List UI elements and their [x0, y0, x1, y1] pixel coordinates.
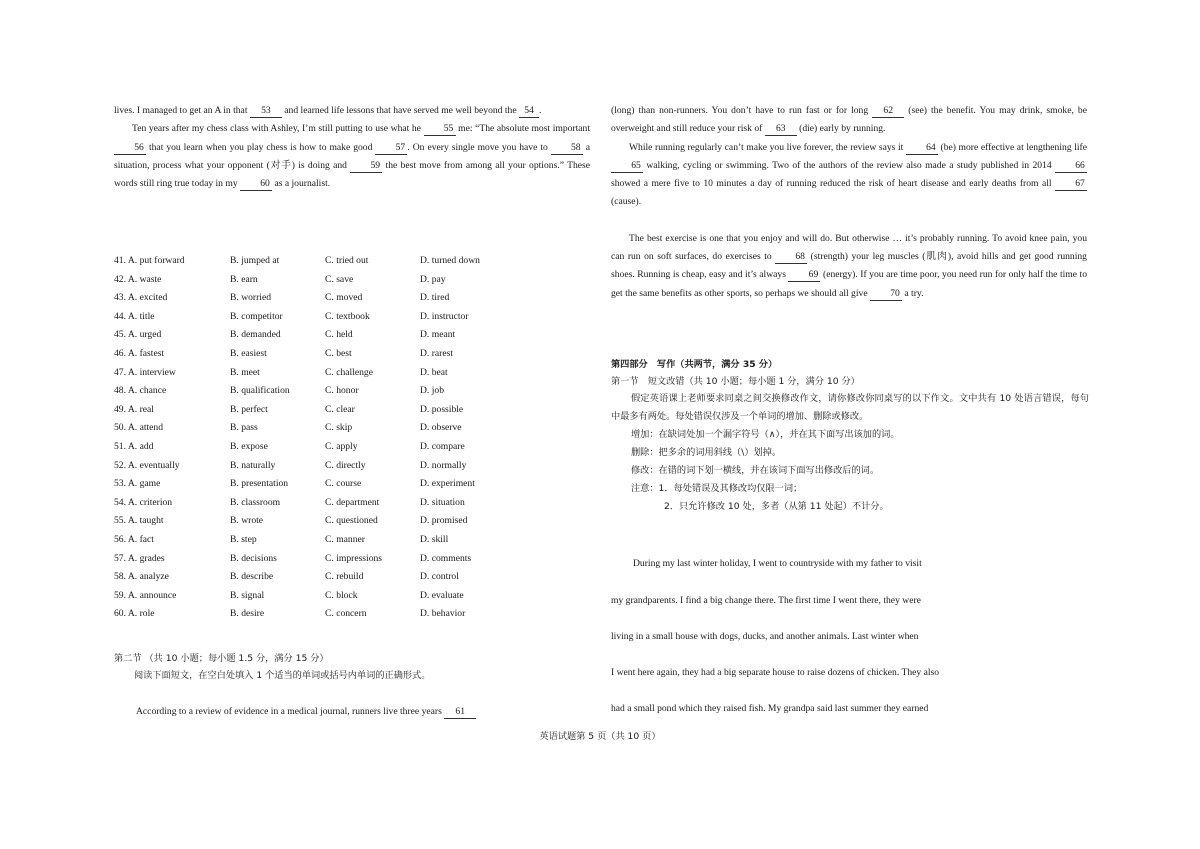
option-choice[interactable]: D. turned down	[420, 255, 480, 266]
option-choice[interactable]: B. wrote	[230, 515, 264, 527]
option-choice[interactable]: B. presentation	[230, 478, 289, 490]
option-choice[interactable]: 60. A. role	[114, 608, 155, 620]
essay-line: I went here again, they had a big separate house to raise dozens of chicken. They also	[611, 667, 940, 678]
blank-67[interactable]: 67	[1055, 178, 1087, 191]
option-choice[interactable]: B. signal	[230, 589, 265, 601]
section-heading: 第二节 （共 10 小题；每小题 1.5 分，满分 15 分）	[114, 653, 329, 664]
essay-line: my grandparents. I find a big change there. The first time I went there, they were	[611, 595, 921, 606]
blank-66[interactable]: 66	[1055, 160, 1087, 173]
option-choice[interactable]: C. manner	[325, 533, 365, 545]
option-choice[interactable]: 52. A. eventually	[114, 459, 180, 471]
option-choice[interactable]: 41. A. put forward	[114, 255, 185, 266]
option-choice[interactable]: C. textbook	[325, 310, 370, 322]
option-choice[interactable]: D. behavior	[420, 608, 466, 620]
option-choice[interactable]: C. rebuild	[325, 571, 364, 583]
option-choice[interactable]: D. evaluate	[420, 589, 464, 601]
blank-60[interactable]: 60	[240, 178, 272, 191]
option-choice[interactable]: 50. A. attend	[114, 422, 164, 434]
option-choice[interactable]: D. job	[420, 385, 444, 397]
option-choice[interactable]: D. beat	[420, 366, 448, 378]
option-choice[interactable]: 43. A. excited	[114, 292, 168, 304]
option-choice[interactable]: 58. A. analyze	[114, 571, 169, 583]
blank-59[interactable]: 59	[350, 160, 382, 173]
rule-add: 增加：在缺词处加一个漏字符号（∧），并在其下面写出该加的词。	[631, 429, 900, 440]
option-choice[interactable]: C. challenge	[325, 366, 373, 378]
option-choice[interactable]: C. impressions	[325, 552, 383, 564]
option-row	[114, 419, 584, 438]
option-choice[interactable]: B. step	[230, 533, 257, 545]
option-choice[interactable]: 56. A. fact	[114, 533, 154, 545]
passage-paragraph: The best exercise is one that you enjoy and will do. But otherwise … it’s probably running. To avoid knee pain, you can run on soft surfaces, do exercises to 68 (strength) your leg muscles (肌肉), avoid hills and get good running shoes. Running is cheap, easy and it’s always 69 (energy). If you are time poor, you need run for only half the time to get the same benefits as other sports, so perhaps we should all give 70 a try.	[611, 232, 1087, 299]
blank-65[interactable]: 65	[611, 160, 643, 173]
option-choice[interactable]: 46. A. fastest	[114, 347, 165, 359]
option-row	[114, 531, 584, 550]
option-choice[interactable]: D. compare	[420, 440, 465, 452]
passage-paragraph: Ten years after my chess class with Ashley, I’m still putting to use what he 55 me: “The absolute most important 56 that you learn when you play chess is how to make good 57 . On every single move you have to 58 a situation, process what your opponent (对手) is doing and 59 the best move from among all your options.” These words still ring true today in my 60 as a journalist.	[114, 123, 590, 190]
blank-62[interactable]: 62	[872, 105, 904, 118]
option-choice[interactable]: 49. A. real	[114, 403, 154, 415]
option-row	[114, 512, 584, 531]
passage-paragraph: lives. I managed to get an A in that 53 and learned life lessons that have served me well beyond the 54 .	[114, 105, 542, 116]
option-choice[interactable]: D. experiment	[420, 478, 475, 490]
part-intro: 假定英语课上老师要求同桌之间交换修改作文，请你修改你同桌写的以下作文。文中共有 10 处语言错误，每句中最多有两处。每处错误仅涉及一个单词的增加、删除或修改。	[611, 393, 1089, 422]
blank-61[interactable]: 61	[444, 706, 476, 719]
first-line: According to a review of evidence in a medical journal, runners live three years 61	[114, 703, 590, 721]
option-choice[interactable]: C. moved	[325, 292, 363, 304]
option-choice[interactable]: D. instructor	[420, 310, 469, 322]
option-choice[interactable]: 53. A. game	[114, 478, 161, 490]
option-choice[interactable]: B. competitor	[230, 310, 283, 322]
options-list	[114, 252, 584, 624]
essay-line: During my last winter holiday, I went to countryside with my father to visit	[633, 558, 922, 569]
blank-64[interactable]: 64	[906, 142, 938, 155]
option-choice[interactable]: B. naturally	[230, 459, 276, 471]
section-two	[114, 650, 590, 721]
option-choice[interactable]: D. skill	[420, 533, 449, 545]
option-choice[interactable]: C. tried out	[325, 255, 369, 266]
note-one: 注意：1．每处错误及其修改均仅限一词；	[631, 483, 803, 494]
option-choice[interactable]: 51. A. add	[114, 440, 154, 452]
option-choice[interactable]: B. earn	[230, 273, 258, 285]
rule-delete: 删除：把多余的词用斜线（\）划掉。	[631, 447, 782, 458]
option-choice[interactable]: C. directly	[325, 459, 366, 471]
essay-line: had a small pond which they raised fish. My grandpa said last summer they earned	[611, 703, 929, 714]
option-choice[interactable]: 44. A. title	[114, 310, 155, 322]
option-choice[interactable]: C. clear	[325, 403, 355, 415]
option-choice[interactable]: D. possible	[420, 403, 464, 415]
option-choice[interactable]: C. honor	[325, 385, 359, 397]
option-choice[interactable]: B. pass	[230, 422, 258, 434]
option-choice[interactable]: B. decisions	[230, 552, 277, 564]
option-choice[interactable]: 59. A. announce	[114, 589, 177, 601]
option-choice[interactable]: B. perfect	[230, 403, 268, 415]
rule-modify: 修改：在错的词下划一横线，并在该词下面写出修改后的词。	[631, 465, 880, 476]
option-choice[interactable]: C. questioned	[325, 515, 378, 527]
blank-58[interactable]: 58	[551, 142, 583, 155]
option-row	[114, 550, 584, 569]
option-row	[114, 475, 584, 494]
option-choice[interactable]: 47. A. interview	[114, 366, 176, 378]
option-choice[interactable]: C. save	[325, 273, 354, 285]
option-choice[interactable]: C. block	[325, 589, 358, 601]
blank-69[interactable]: 69	[788, 269, 820, 282]
option-choice[interactable]: B. worried	[230, 292, 272, 304]
blank-56[interactable]: 56	[114, 142, 146, 155]
option-row	[114, 457, 584, 476]
option-choice[interactable]: C. department	[325, 496, 380, 508]
option-choice[interactable]: B. demanded	[230, 329, 281, 341]
option-choice[interactable]: B. qualification	[230, 385, 290, 397]
option-row	[114, 364, 584, 383]
option-choice[interactable]: D. normally	[420, 459, 467, 471]
option-choice[interactable]: C. course	[325, 478, 362, 490]
blank-63[interactable]: 63	[765, 123, 797, 136]
essay-line: living in a small house with dogs, ducks, and another animals. Last winter when	[611, 631, 919, 642]
option-choice[interactable]: B. describe	[230, 571, 274, 583]
passage-paragraph: (long) than non-runners. You don’t have to run fast or for long 62 (see) the benefit. You may drink, smoke, be overweight and still reduce your risk of 63 (die) early by running.	[611, 105, 1087, 135]
option-choice[interactable]: D. rarest	[420, 347, 454, 359]
option-choice[interactable]: C. best	[325, 347, 352, 359]
option-choice[interactable]: B. expose	[230, 440, 268, 452]
note-two: 2．只允许修改 10 处，多者（从第 11 处起）不计分。	[664, 501, 889, 512]
option-choice[interactable]: C. concern	[325, 608, 367, 620]
blank-54[interactable]: 54	[519, 105, 539, 118]
option-choice[interactable]: D. observe	[420, 422, 462, 434]
option-row	[114, 401, 584, 420]
part-heading: 第四部分 写作（共两节，满分 35 分）	[611, 359, 778, 370]
option-row	[114, 308, 584, 327]
passage-paragraph: While running regularly can’t make you live forever, the review says it 64 (be) more effective at lengthening life 65 walking, cycling or swimming. Two of the authors of the review also made a study published in 2014 66 showed a mere five to 10 minutes a day of running reduced the risk of heart disease and early deaths from all 67 (cause).	[611, 141, 1087, 208]
blank-70[interactable]: 70	[870, 288, 902, 301]
option-choice[interactable]: 42. A. waste	[114, 273, 162, 285]
option-choice[interactable]: B. easiest	[230, 347, 267, 359]
option-choice[interactable]: D. pay	[420, 273, 446, 285]
option-row	[114, 345, 584, 364]
option-row	[114, 568, 584, 587]
option-choice[interactable]: C. apply	[325, 440, 358, 452]
option-choice[interactable]: D. tired	[420, 292, 450, 304]
option-choice[interactable]: B. desire	[230, 608, 265, 620]
part-four	[611, 356, 1089, 516]
option-choice[interactable]: B. classroom	[230, 496, 281, 508]
option-choice[interactable]: 57. A. grades	[114, 552, 165, 564]
option-choice[interactable]: 54. A. criterion	[114, 496, 173, 508]
left-passage	[114, 102, 590, 193]
option-choice[interactable]: D. promised	[420, 515, 468, 527]
blank-68[interactable]: 68	[775, 251, 807, 264]
right-passage	[611, 102, 1087, 303]
option-choice[interactable]: B. meet	[230, 366, 260, 378]
option-row	[114, 271, 584, 290]
option-choice[interactable]: D. control	[420, 571, 459, 583]
option-row	[114, 494, 584, 513]
option-choice[interactable]: 55. A. taught	[114, 515, 164, 527]
option-row	[114, 382, 584, 401]
option-choice[interactable]: D. comments	[420, 552, 472, 564]
option-choice[interactable]: 45. A. urged	[114, 329, 162, 341]
option-choice[interactable]: D. meant	[420, 329, 456, 341]
page-footer: 英语试题第 5 页（共 10 页）	[539, 731, 661, 742]
option-row	[114, 326, 584, 345]
blank-57[interactable]: 57	[375, 142, 407, 155]
option-choice[interactable]: C. skip	[325, 422, 353, 434]
option-row	[114, 252, 584, 271]
option-row	[114, 605, 584, 624]
option-choice[interactable]: C. held	[325, 329, 353, 341]
option-choice[interactable]: B. jumped at	[230, 255, 280, 266]
option-row	[114, 289, 584, 308]
option-row	[114, 438, 584, 457]
blank-53[interactable]: 53	[250, 105, 282, 118]
option-row	[114, 587, 584, 606]
blank-55[interactable]: 55	[424, 123, 456, 136]
section-instruction: 阅读下面短文，在空白处填入 1 个适当的单词或括号内单词的正确形式。	[134, 670, 431, 681]
option-choice[interactable]: D. situation	[420, 496, 465, 508]
option-choice[interactable]: 48. A. chance	[114, 385, 167, 397]
sub-heading: 第一节 短文改错（共 10 小题；每小题 1 分，满分 10 分）	[611, 376, 860, 387]
